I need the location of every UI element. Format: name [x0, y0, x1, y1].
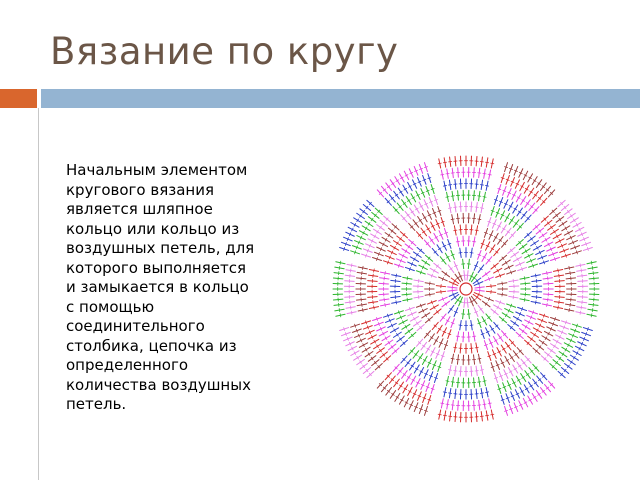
- title-accent-bar-orange: [0, 89, 37, 108]
- crochet-circle-diagram-icon: [328, 151, 604, 427]
- body-text: Начальным элементом кругового вязания является шляпное кольцо или кольцо из воздушных петель, для которого выполняется и замыкается в кольцо с помощью соединительного столбика, цепочка из определенного количества воздушных петель.: [66, 161, 255, 413]
- title-accent-bar-blue: [41, 89, 640, 108]
- slide-title: Вязание по кругу: [50, 30, 399, 73]
- left-divider-line: [38, 108, 39, 480]
